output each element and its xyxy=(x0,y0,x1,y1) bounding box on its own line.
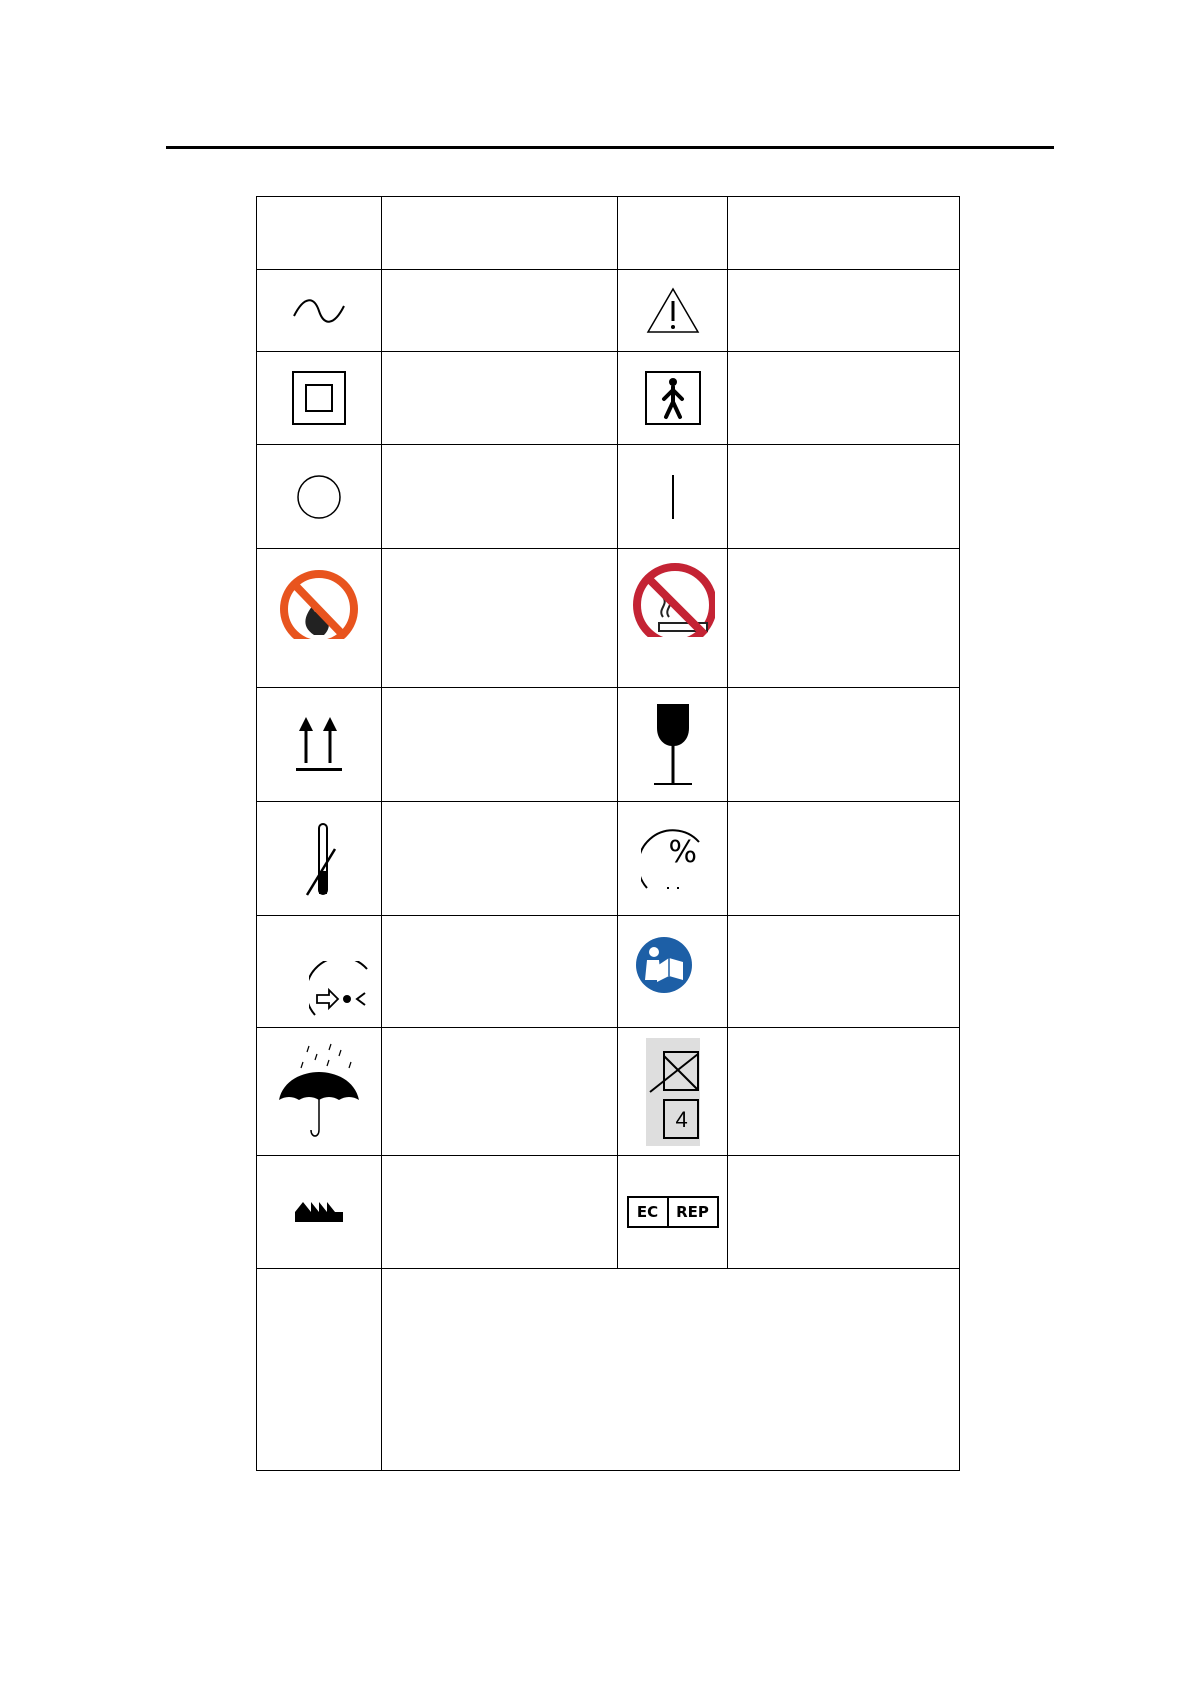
symbol-cell xyxy=(618,1156,728,1269)
symbol-cell xyxy=(618,916,728,1028)
description-cell xyxy=(728,688,960,802)
symbol-cell xyxy=(257,688,382,802)
description-cell xyxy=(382,270,618,352)
symbol-cell xyxy=(618,802,728,916)
this-way-up-icon xyxy=(294,715,344,775)
description-cell xyxy=(728,916,960,1028)
description-cell xyxy=(382,688,618,802)
stacking-limit-icon xyxy=(646,1038,700,1146)
description-cell xyxy=(382,549,618,688)
description-cell xyxy=(382,802,618,916)
no-open-flame-icon xyxy=(279,563,359,639)
stacking-boxes-graphic xyxy=(646,1038,700,1146)
humidity-percent-label: % xyxy=(668,834,698,870)
class-ii-equipment-icon xyxy=(291,370,347,426)
no-smoking-icon xyxy=(631,559,715,637)
temperature-limit-icon xyxy=(299,821,339,897)
description-cell xyxy=(382,1028,618,1156)
table-row xyxy=(257,352,960,445)
description-cell xyxy=(382,1156,618,1269)
description-cell xyxy=(728,549,960,688)
atmospheric-pressure-limit-icon xyxy=(309,961,371,1017)
table-footer-row xyxy=(257,1269,960,1471)
description-cell xyxy=(728,270,960,352)
description-cell xyxy=(728,445,960,549)
header-cell-description-2 xyxy=(728,197,960,270)
table-row xyxy=(257,802,960,916)
symbol-cell xyxy=(618,688,728,802)
symbol-cell xyxy=(618,270,728,352)
symbols-table xyxy=(256,196,960,1471)
description-cell xyxy=(728,352,960,445)
symbol-cell xyxy=(257,916,382,1028)
description-cell xyxy=(382,916,618,1028)
power-off-icon xyxy=(294,472,344,522)
ec-rep-icon xyxy=(627,1196,719,1228)
humidity-limit-icon xyxy=(641,828,705,890)
table-row xyxy=(257,1156,960,1269)
ec-label: EC xyxy=(629,1198,669,1226)
description-cell xyxy=(728,1156,960,1269)
symbol-cell xyxy=(257,352,382,445)
table-row xyxy=(257,445,960,549)
symbol-cell xyxy=(257,1028,382,1156)
table-row xyxy=(257,270,960,352)
header-cell-symbol-2 xyxy=(618,197,728,270)
footer-label-cell xyxy=(257,1269,382,1471)
stacking-limit-number: 4 xyxy=(675,1106,688,1132)
rep-label: REP xyxy=(676,1203,709,1221)
table-row xyxy=(257,1028,960,1156)
power-on-icon xyxy=(663,472,683,522)
symbol-cell xyxy=(257,549,382,688)
description-cell xyxy=(382,445,618,549)
table-row xyxy=(257,688,960,802)
symbol-cell xyxy=(618,549,728,688)
symbol-cell xyxy=(257,1156,382,1269)
type-bf-applied-part-icon xyxy=(644,370,702,426)
footer-text-cell xyxy=(382,1269,960,1471)
description-cell xyxy=(728,1028,960,1156)
symbol-cell xyxy=(257,802,382,916)
description-cell xyxy=(728,802,960,916)
warning-triangle-icon xyxy=(645,286,701,336)
fragile-icon xyxy=(651,702,695,788)
keep-dry-icon xyxy=(273,1042,365,1142)
table-header-row xyxy=(257,197,960,270)
symbol-cell xyxy=(618,445,728,549)
header-rule xyxy=(166,146,1054,149)
description-cell xyxy=(382,352,618,445)
symbol-cell xyxy=(618,352,728,445)
table-row xyxy=(257,549,960,688)
symbol-cell xyxy=(257,445,382,549)
header-cell-symbol xyxy=(257,197,382,270)
header-cell-description xyxy=(382,197,618,270)
symbol-cell xyxy=(618,1028,728,1156)
table-row xyxy=(257,916,960,1028)
alternating-current-icon xyxy=(289,296,349,326)
manufacturer-icon xyxy=(293,1200,345,1224)
read-manual-icon xyxy=(635,936,693,994)
symbol-cell xyxy=(257,270,382,352)
